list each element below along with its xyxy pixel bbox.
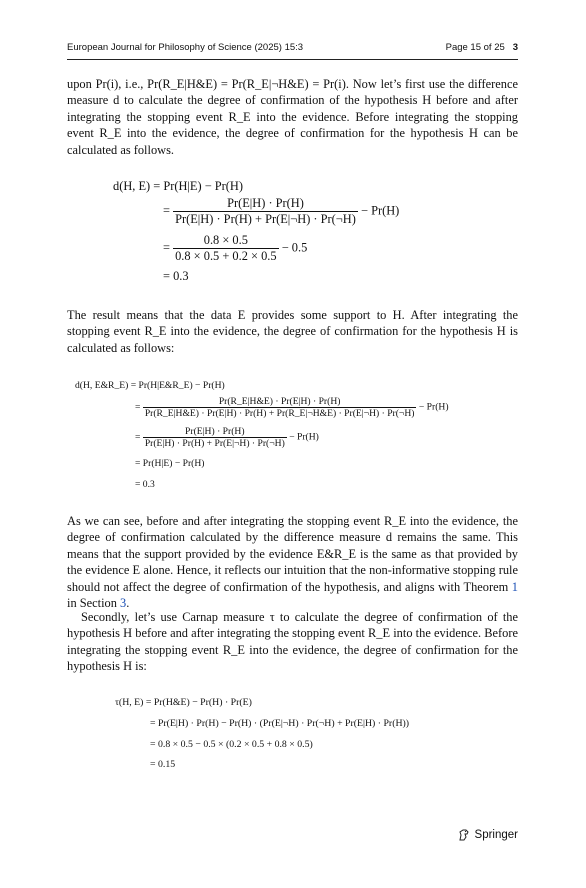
equation-2-line-3: = $\frac{Pr(E|H) \cdot Pr(H)}{Pr(E|H) \cdot Pr(H) + Pr(E|\neg H) \cdot Pr(\neg H)}$ − Pr(H) [135, 426, 319, 449]
paragraph-1: upon Pr(i), i.e., Pr(R_E|H&E) = Pr(R_E|¬H&E) = Pr(i). Now let’s first use the difference measure d to calculate the degree of confirmation of the hypothesis H before and after integrating the stopping event R_E into the evidence. Before integrating the stopping event R_E into the evidence, the degree of confirmation for the hypothesis H can be calculated as follows. [67, 77, 518, 157]
fraction-denominator: Pr(E|H) · Pr(H) + Pr(E|¬H) · Pr(¬H) [144, 438, 285, 449]
journal-citation: European Journal for Philosophy of Science (2025) 15:3 [67, 42, 304, 53]
page-of-total: Page 15 of 25 [445, 42, 505, 53]
fraction-numerator: Pr(E|H) · Pr(H) [185, 426, 245, 437]
fraction-numerator: 0.8 × 0.5 [203, 233, 248, 247]
equation-2-line-1: d(H, E&R_E) = Pr(H|E&R_E) − Pr(H) [75, 380, 225, 391]
equation-1-fraction-2 [173, 233, 279, 264]
fraction-tail: − Pr(H) [360, 203, 400, 218]
fraction-denominator: 0.8 × 0.5 + 0.2 × 0.5 [175, 249, 277, 263]
equation-1-line-2: = $\frac{Pr(E|H) \cdot Pr(H)}{Pr(E|H) \cdot Pr(H) + Pr(E|\neg H) \cdot Pr(\neg H)}$ − Pr(H) [163, 196, 400, 226]
paragraph-3-body: As we can see, before and after integrating the stopping event R_E into the evidence, the degree of confirmation calculated by the difference measure d remains the same. This means that the support provided by the evidence E&R_E is the same as that provided by the evidence E alone. Hence, it reflects our intuition that the non-informative stopping rule should not affect the degree of confirmation of the hypothesis, and aligns with [67, 514, 518, 594]
section-link[interactable]: 3 [120, 596, 127, 611]
equation-2-line-2: = Pr(R_E|H&E) · Pr(E|H) · Pr(H) Pr(R_E|H&E) · Pr(E|H) · Pr(H) + Pr(R_E|¬H&E) · Pr(E|¬H) · Pr(¬H) − Pr(H) [135, 396, 449, 419]
equation-1-line-4: = 0.3 [163, 269, 189, 283]
fraction-numerator: Pr(R_E|H&E) · Pr(E|H) · Pr(H) [218, 396, 341, 407]
paragraph-3-section-label: in Section [67, 596, 120, 611]
fraction-denominator: Pr(E|H) · Pr(H) + Pr(E|¬H) · Pr(¬H) [175, 212, 356, 226]
fraction-denominator: Pr(R_E|H&E) · Pr(E|H) · Pr(H) + Pr(R_E|¬H&E) · Pr(E|¬H) · Pr(¬H) [144, 408, 415, 419]
fraction-tail: − 0.5 [281, 240, 308, 255]
equation-3-line-2: = Pr(E|H) · Pr(H) − Pr(H) · (Pr(E|¬H) · Pr(¬H) + Pr(E|H) · Pr(H)) [150, 718, 410, 729]
equation-1-fraction-1 [173, 196, 358, 227]
publisher-logo [457, 828, 518, 842]
header-rule [67, 59, 518, 60]
equation-2-fraction-2 [143, 426, 287, 449]
paragraph-3 [67, 513, 518, 611]
equation-1-line-1: d(H, E) = Pr(H|E) − Pr(H) [113, 179, 244, 193]
publisher-name: Springer [474, 829, 518, 841]
equation-3-line-1: τ(H, E) = Pr(H&E) − Pr(H) · Pr(E) [115, 697, 252, 708]
fraction-tail: − Pr(H) [289, 431, 319, 443]
equation-2-line-5: = 0.3 [135, 479, 155, 490]
paragraph-2: The result means that the data E provides some support to H. After integrating the stopping event R_E into the evidence, the degree of confirmation for the hypothesis H is calculated as follows: [67, 308, 518, 355]
page-indicator [446, 42, 518, 53]
springer-horse-icon [457, 828, 471, 842]
equation-3-line-4: = 0.15 [150, 759, 176, 770]
paragraph-4: Secondly, let’s use Carnap measure τ to calculate the degree of confirmation of the hypothesis H before and after integrating the stopping event R_E into the evidence. Before integrating the stopping event R_E into the evidence, the degree of confirmation for the hypothesis H is: [67, 610, 518, 674]
fraction-tail: − Pr(H) [418, 401, 449, 413]
paragraph-3-period: . [126, 596, 130, 611]
paragraph-3-theorem-label: Theorem [463, 579, 512, 594]
equation-2-line-4: = Pr(H|E) − Pr(H) [135, 458, 205, 469]
fraction-numerator: Pr(E|H) · Pr(H) [227, 196, 304, 210]
equation-1-line-3: = $\frac{0.8 \times 0.5}{0.8 \times 0.5 + 0.2 \times 0.5}$ − 0.5 [163, 233, 308, 263]
running-header [67, 42, 518, 56]
page-number: 3 [512, 42, 518, 53]
equation-2-fraction-1 [143, 396, 417, 419]
theorem-link[interactable]: 1 [511, 579, 518, 594]
equation-3-line-3: = 0.8 × 0.5 − 0.5 × (0.2 × 0.5 + 0.8 × 0.5) [150, 739, 313, 750]
